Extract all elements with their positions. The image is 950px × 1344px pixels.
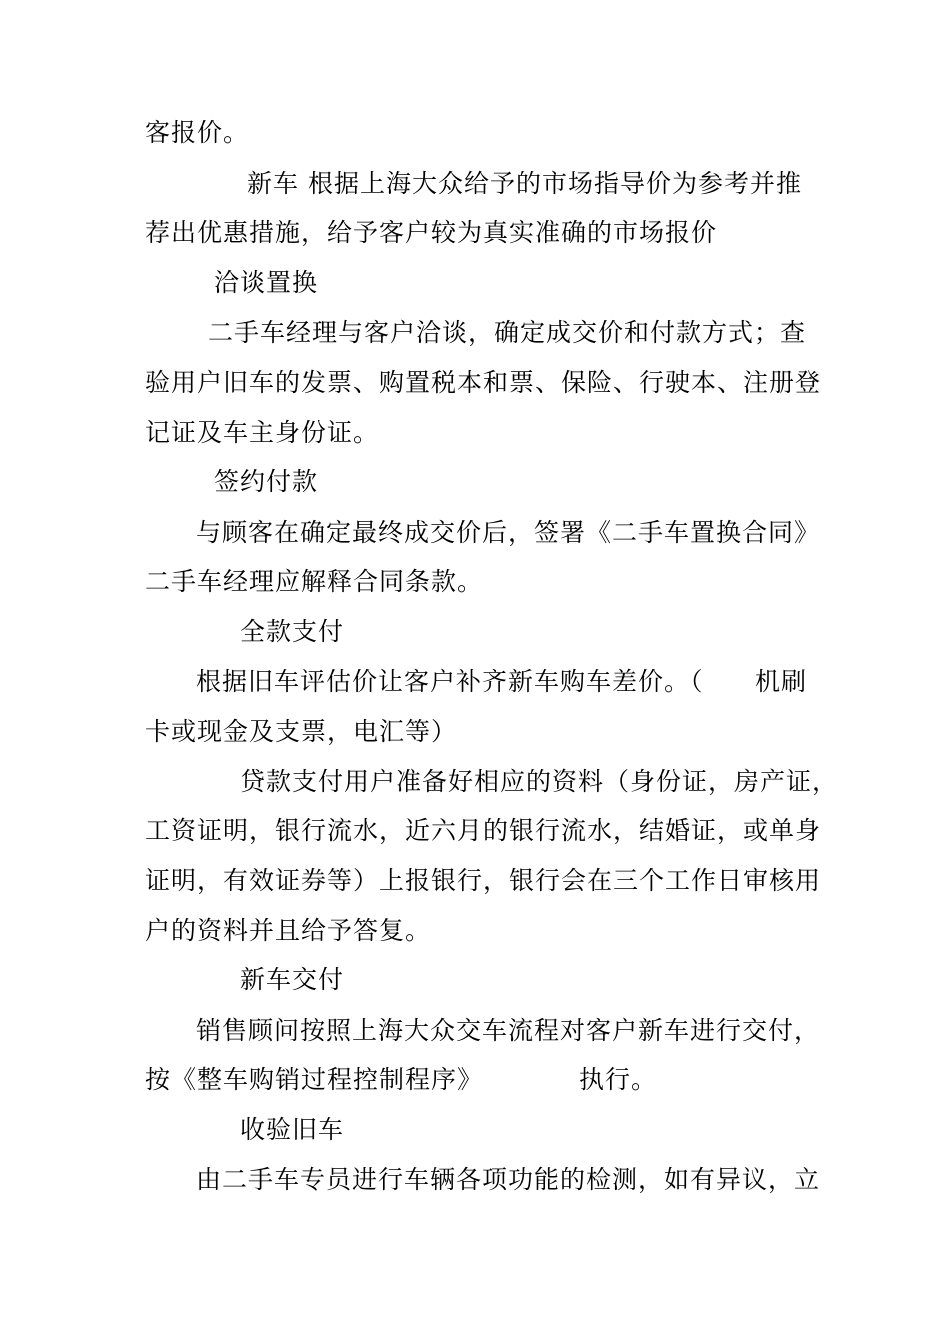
section-heading: 收验旧车	[240, 1115, 345, 1144]
text-line: 销售顾问按照上海大众交车流程对客户新车进行交付，	[196, 1016, 821, 1045]
text-line: 执行。	[579, 1065, 658, 1094]
text-line: 由二手车专员进行车辆各项功能的检测，如有异议，立	[196, 1165, 821, 1194]
text-line: 与顾客在确定最终成交价后，签署《二手车置换合同》	[196, 518, 821, 547]
text-line: 工资证明，银行流水，近六月的银行流水，结婚证，或单身	[145, 816, 822, 845]
text-line: 卡或现金及支票，电汇等）	[145, 717, 458, 746]
text-line: 二手车经理与客户洽谈，确定成交价和付款方式；查	[208, 318, 807, 347]
text-line: 证明，有效证券等）上报银行，银行会在三个工作日审核用	[145, 866, 822, 895]
section-heading: 新车交付	[240, 965, 345, 994]
section-heading: 全款支付	[240, 617, 345, 646]
text-line: 户的资料并且给予答复。	[145, 916, 432, 945]
section-heading: 签约付款	[214, 467, 319, 496]
text-line: 根据旧车评估价让客户补齐新车购车差价。（	[196, 667, 704, 696]
section-heading: 洽谈置换	[214, 268, 319, 297]
text-line: 验用户旧车的发票、购置税本和票、保险、行驶本、注册登	[145, 368, 822, 397]
text-line: 二手车经理应解释合同条款。	[145, 567, 484, 596]
text-line: 新车 根据上海大众给予的市场指导价为参考并推	[247, 169, 802, 198]
text-line: 记证及车主身份证。	[145, 418, 380, 447]
text-line: 按《整车购销过程控制程序》	[145, 1065, 484, 1094]
text-line: 贷款支付用户准备好相应的资料（身份证，房产证，	[240, 767, 839, 796]
text-line: 机刷	[755, 667, 808, 696]
text-line: 荐出优惠措施，给予客户较为真实准确的市场报价	[145, 218, 718, 247]
text-line: 客报价。	[145, 118, 250, 147]
